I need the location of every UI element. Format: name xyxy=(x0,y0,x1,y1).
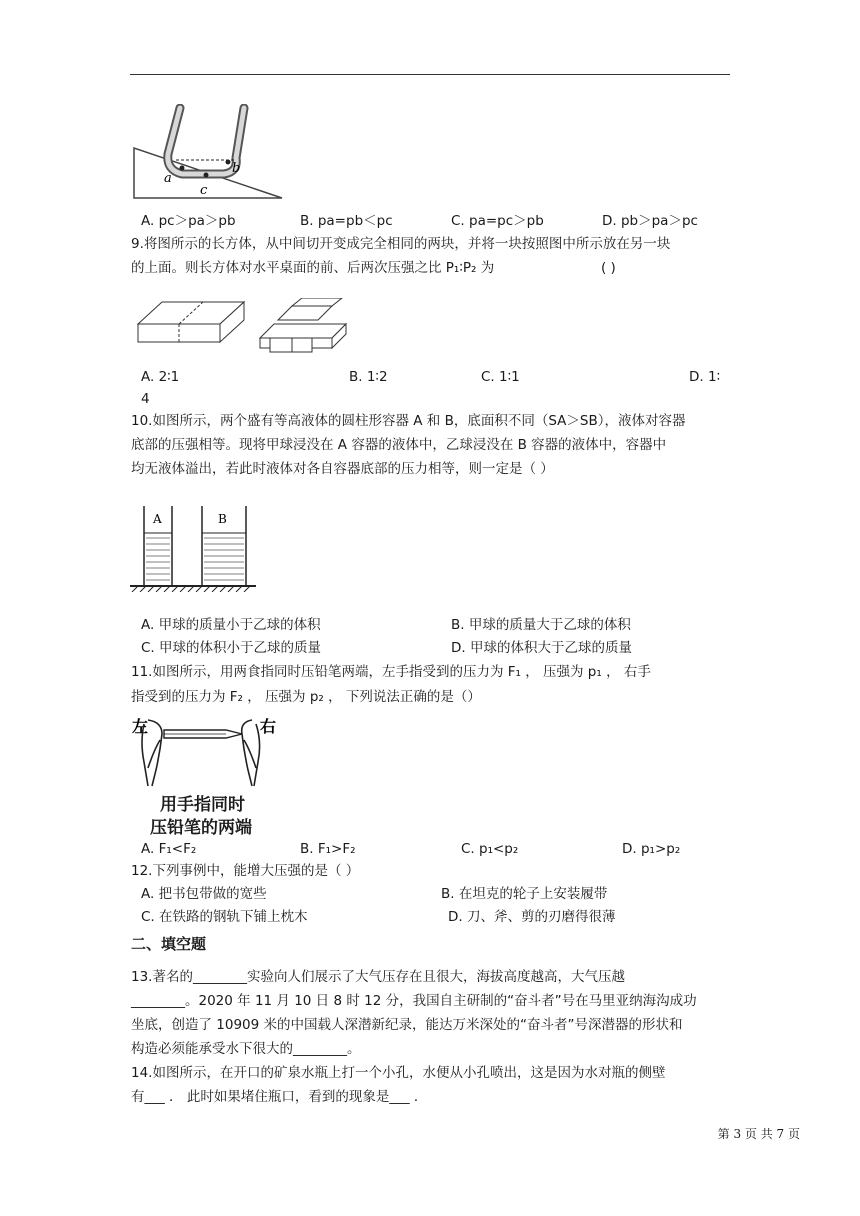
q14-line-1: 14.如图所示，在开口的矿泉水瓶上打一个小孔，水便从小孔喷出，这是因为水对瓶的侧壁 xyxy=(131,1065,666,1081)
q8-option-d[interactable]: D. pb＞pa＞pc xyxy=(602,213,698,229)
q11-option-a[interactable]: A. F₁<F₂ xyxy=(141,841,197,857)
q10-option-a[interactable]: A. 甲球的质量小于乙球的体积 xyxy=(141,617,321,633)
q14-line-2: 有___ ． 此时如果堵住瓶口，看到的现象是___ ． xyxy=(131,1089,428,1105)
q13-line-4: 构造必须能承受水下很大的________。 xyxy=(131,1041,361,1057)
q9-option-c[interactable]: C. 1∶1 xyxy=(481,369,520,385)
q10-option-c[interactable]: C. 甲球的体积小于乙球的质量 xyxy=(141,640,322,656)
q9-option-d-wrap: 4 xyxy=(141,391,150,407)
q10-option-b[interactable]: B. 甲球的质量大于乙球的体积 xyxy=(451,617,631,633)
q11-option-c[interactable]: C. p₁<p₂ xyxy=(461,841,519,857)
q11-option-b[interactable]: B. F₁>F₂ xyxy=(300,841,356,857)
q10-option-d[interactable]: D. 甲球的体积大于乙球的质量 xyxy=(451,640,632,656)
label-a: a xyxy=(164,171,172,186)
label-c: c xyxy=(200,183,208,198)
pencil-caption-1: 用手指同时 xyxy=(160,795,245,815)
q9-option-d[interactable]: D. 1∶ xyxy=(689,369,721,385)
q9-line-2 xyxy=(131,257,731,279)
q8-option-a[interactable]: A. pc＞pa＞pb xyxy=(141,213,236,229)
q9-option-a[interactable]: A. 2∶1 xyxy=(141,369,180,385)
q12-option-b[interactable]: B. 在坦克的轮子上安装履带 xyxy=(441,886,608,902)
block-figure-before xyxy=(136,298,246,348)
q13-line-2: ________。2020 年 11 月 10 日 8 时 12 分，我国自主研制的“奋斗者”号在马里亚纳海沟成功 xyxy=(131,993,697,1009)
q9-option-b[interactable]: B. 1∶2 xyxy=(349,369,388,385)
q12-option-c[interactable]: C. 在铁路的钢轨下铺上枕木 xyxy=(141,909,308,925)
q10-line-1: 10.如图所示，两个盛有等高液体的圆柱形容器 A 和 B，底面积不同（SA＞SB），液体对容器 xyxy=(131,413,686,429)
q9-line-1: 9.将图所示的长方体，从中间切开变成完全相同的两块，并将一块按照图中所示放在另一块 xyxy=(131,236,671,252)
q8-option-b[interactable]: B. pa=pb＜pc xyxy=(300,213,393,229)
pencil-caption-2: 压铅笔的两端 xyxy=(150,818,252,838)
pencil-drawing xyxy=(130,712,280,788)
q10-line-3: 均无液体溢出，若此时液体对各自容器底部的压力相等，则一定是（ ） xyxy=(131,461,554,477)
container-label-b: B xyxy=(218,512,227,526)
q12-option-d[interactable]: D. 刀、斧、剪的刃磨得很薄 xyxy=(448,909,616,925)
q11-line-1: 11.如图所示，用两食指同时压铅笔两端，左手指受到的压力为 F₁ ， 压强为 p₁ ， 右手 xyxy=(131,664,651,680)
page-footer: 第 3 页 共 7 页 xyxy=(717,1127,800,1141)
q13-line-3: 坐底，创造了 10909 米的中国载人深潜新纪录，能达万米深处的“奋斗者”号深潜器的形状和 xyxy=(131,1017,683,1033)
q10-line-2: 底部的压强相等。现将甲球浸没在 A 容器的液体中，乙球浸没在 B 容器的液体中，容器中 xyxy=(131,437,667,453)
label-b: b xyxy=(232,161,241,176)
container-label-a: A xyxy=(153,512,162,526)
header-rule xyxy=(130,74,730,75)
q11-line-2: 指受到的压力为 F₂ ， 压强为 p₂ ， 下列说法正确的是（） xyxy=(131,689,481,705)
label-right: 右 xyxy=(260,717,277,736)
q13-line-1: 13.著名的________实验向人们展示了大气压存在且很大，海拔高度越高，大气压越 xyxy=(131,969,625,985)
pencil-figure xyxy=(130,712,280,838)
block-figure-after xyxy=(256,298,356,356)
q12-option-a[interactable]: A. 把书包带做的宽些 xyxy=(141,886,267,902)
containers-figure xyxy=(128,506,258,592)
q9-blank: ( ) xyxy=(601,260,616,276)
q9-text: 的上面。则长方体对水平桌面的前、后两次压强之比 P₁∶P₂ 为 xyxy=(131,260,495,276)
q8-option-c[interactable]: C. pa=pc＞pb xyxy=(451,213,544,229)
u-tube-incline-figure xyxy=(132,104,292,200)
q12-line-1: 12.下列事例中，能增大压强的是（ ） xyxy=(131,863,360,879)
label-left: 左 xyxy=(132,717,149,736)
q11-option-d[interactable]: D. p₁>p₂ xyxy=(622,841,681,857)
section-title: 二、填空题 xyxy=(131,935,207,953)
